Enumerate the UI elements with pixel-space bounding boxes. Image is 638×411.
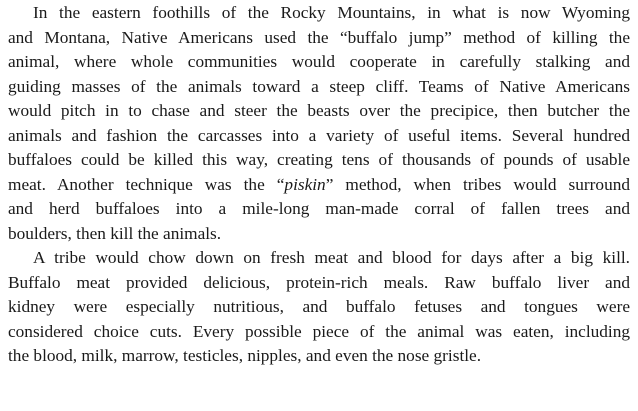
text-line: A tribe would chow down on fresh meat and blood for days after a big kill. — [33, 248, 630, 267]
text-line — [8, 173, 630, 198]
text-segment: meat. Another technique was the “ — [8, 174, 285, 194]
text-line: buffaloes could be killed this way, creating tens of thousands of pounds of usable — [8, 150, 630, 169]
paragraph-2 — [8, 246, 630, 369]
text-line: animal, where whole communities would cooperate in carefully stalking and — [8, 52, 630, 71]
text-segment: ” method, when tribes would surround — [325, 174, 630, 194]
text-line: the blood, milk, marrow, testicles, nipples, and even the nose gristle. — [8, 346, 482, 365]
text-line: and Montana, Native Americans used the “buffalo jump” method of killing the — [8, 27, 630, 47]
text-line: would pitch in to chase and steer the beasts over the precipice, then butcher the — [8, 101, 630, 120]
text-line: considered choice cuts. Every possible piece of the animal was eaten, including — [8, 321, 630, 341]
text-line: In the eastern foothills of the Rocky Mountains, in what is now Wyoming — [33, 3, 630, 22]
text-line: animals and fashion the carcasses into a variety of useful items. Several hundred — [8, 125, 630, 145]
paragraph-1 — [8, 1, 630, 246]
text-line: and herd buffaloes into a mile-long man-made corral of fallen trees and — [8, 199, 630, 218]
text-line: boulders, then kill the animals. — [8, 223, 222, 243]
text-line: kidney were especially nutritious, and buffalo fetuses and tongues were — [8, 297, 630, 316]
text-line: guiding masses of the animals toward a steep cliff. Teams of Native Americans — [8, 76, 630, 96]
italic-term: piskin — [284, 174, 326, 194]
text-line: Buffalo meat provided delicious, protein-rich meals. Raw buffalo liver and — [8, 272, 630, 292]
